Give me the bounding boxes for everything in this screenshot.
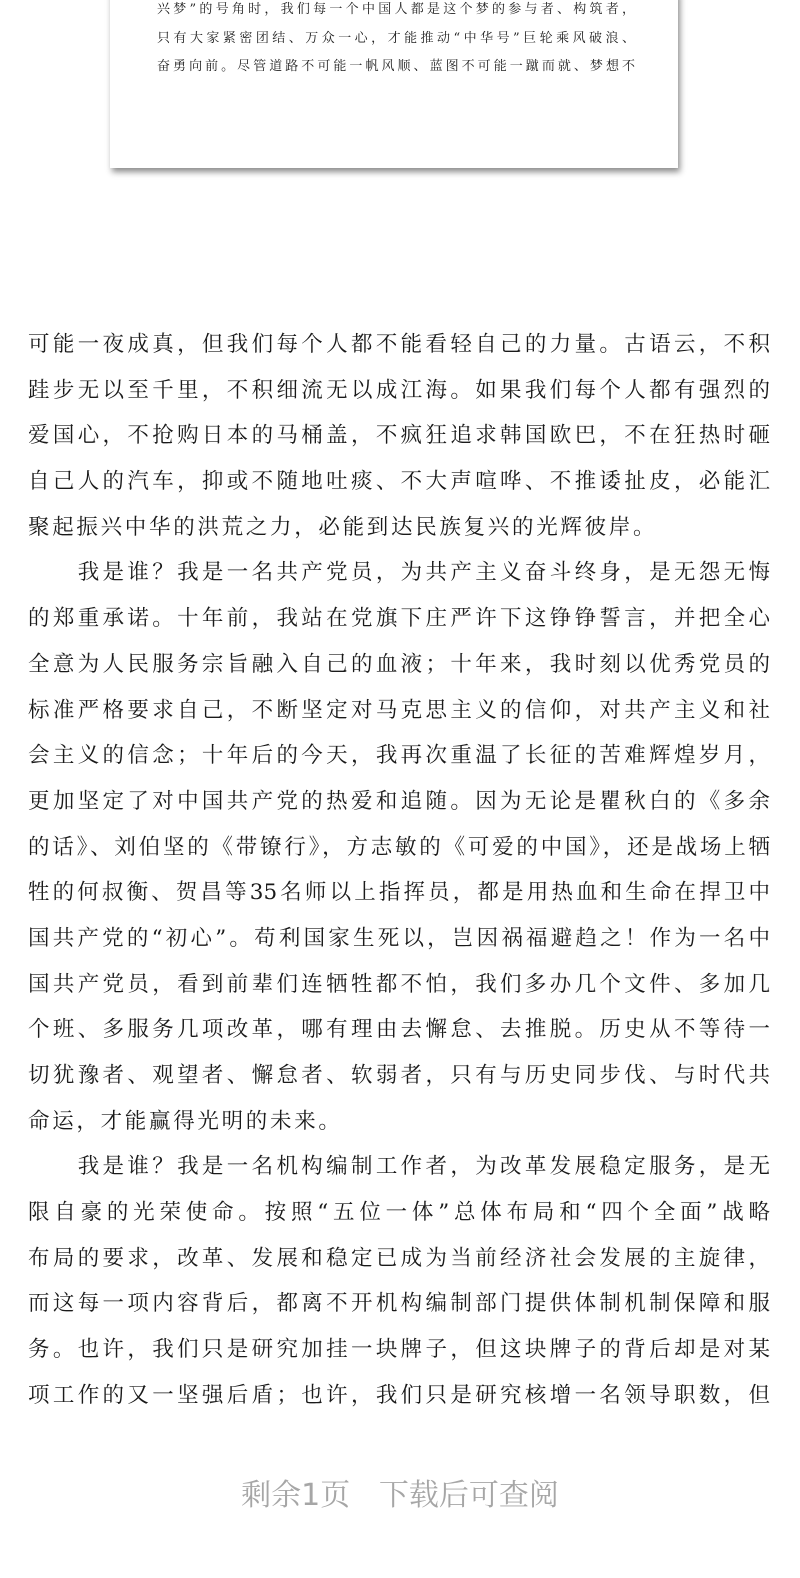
remaining-pages-download-prompt[interactable]: 剩余1页 下载后可查阅 bbox=[241, 1478, 559, 1513]
body-text-line: 而这每一项内容背后，都离不开机构编制部门提供体制机制保障和服 bbox=[28, 1291, 770, 1317]
body-text-line: 国共产党的“初心”。苟利国家生死以，岂因祸福避趋之！作为一名中 bbox=[28, 925, 770, 951]
body-text-line: 个班、多服务几项改革，哪有理由去懈怠、去推脱。历史从不等待一 bbox=[28, 1017, 770, 1043]
body-text-line: 我是谁？我是一名机构编制工作者，为改革发展稳定服务，是无 bbox=[28, 1154, 770, 1180]
body-text-line: 项工作的又一坚强后盾；也许，我们只是研究核增一名领导职数，但 bbox=[28, 1382, 770, 1408]
preview-line: 只有大家紧密团结、万众一心，才能推动“中华号”巨轮乘风破浪、 bbox=[157, 31, 635, 46]
document-body bbox=[28, 328, 770, 1425]
body-text-line: 可能一夜成真，但我们每个人都不能看轻自己的力量。古语云，不积 bbox=[28, 332, 770, 357]
preview-line: 奋勇向前。尽管道路不可能一帆风顺、蓝图不可能一蹴而就、梦想不 bbox=[157, 59, 635, 74]
preview-line: 兴梦”的号角时，我们每一个中国人都是这个梦的参与者、构筑者， bbox=[157, 2, 635, 17]
body-text-line: 我是谁？我是一名共产党员，为共产主义奋斗终身，是无怨无悔 bbox=[28, 560, 770, 586]
body-text-line: 爱国心，不抢购日本的马桶盖，不疯狂追求韩国欧巴，不在狂热时砸 bbox=[28, 423, 770, 449]
body-text-line: 牲的何叔衡、贺昌等35名师以上指挥员，都是用热血和生命在捍卫中 bbox=[28, 880, 770, 906]
body-text-line: 聚起振兴中华的洪荒之力，必能到达民族复兴的光辉彼岸。 bbox=[28, 514, 658, 540]
body-text-line: 切犹豫者、观望者、懈怠者、软弱者，只有与历史同步伐、与时代共 bbox=[28, 1063, 770, 1088]
body-text-line: 自己人的汽车，抑或不随地吐痰、不大声喧哗、不推诿扯皮，必能汇 bbox=[28, 469, 770, 495]
body-text-line: 全意为人民服务宗旨融入自己的血液；十年来，我时刻以优秀党员的 bbox=[28, 651, 770, 677]
body-text-line: 跬步无以至千里，不积细流无以成江海。如果我们每个人都有强烈的 bbox=[28, 377, 770, 403]
body-text-line: 命运，才能赢得光明的未来。 bbox=[28, 1108, 343, 1134]
body-text-line: 的话》、刘伯坚的《带镣行》，方志敏的《可爱的中国》，还是战场上牺 bbox=[28, 834, 770, 860]
body-text-line: 布局的要求，改革、发展和稳定已成为当前经济社会发展的主旋律， bbox=[28, 1245, 770, 1271]
body-text-line: 的郑重承诺。十年前，我站在党旗下庄严许下这铮铮誓言，并把全心 bbox=[28, 606, 770, 632]
body-text-line: 标准严格要求自己，不断坚定对马克思主义的信仰，对共产主义和社 bbox=[28, 697, 770, 723]
body-text-line: 国共产党员，看到前辈们连牺牲都不怕，我们多办几个文件、多加几 bbox=[28, 971, 770, 997]
body-text-line: 务。也许，我们只是研究加挂一块牌子，但这块牌子的背后却是对某 bbox=[28, 1337, 770, 1363]
body-text-line: 会主义的信念；十年后的今天，我再次重温了长征的苦难辉煌岁月， bbox=[28, 743, 770, 769]
body-text-line: 限自豪的光荣使命。按照“五位一体”总体布局和“四个全面”战略 bbox=[28, 1200, 770, 1226]
body-text-line: 更加坚定了对中国共产党的热爱和追随。因为无论是瞿秋白的《多余 bbox=[28, 788, 770, 814]
document-preview-card bbox=[110, 0, 678, 168]
